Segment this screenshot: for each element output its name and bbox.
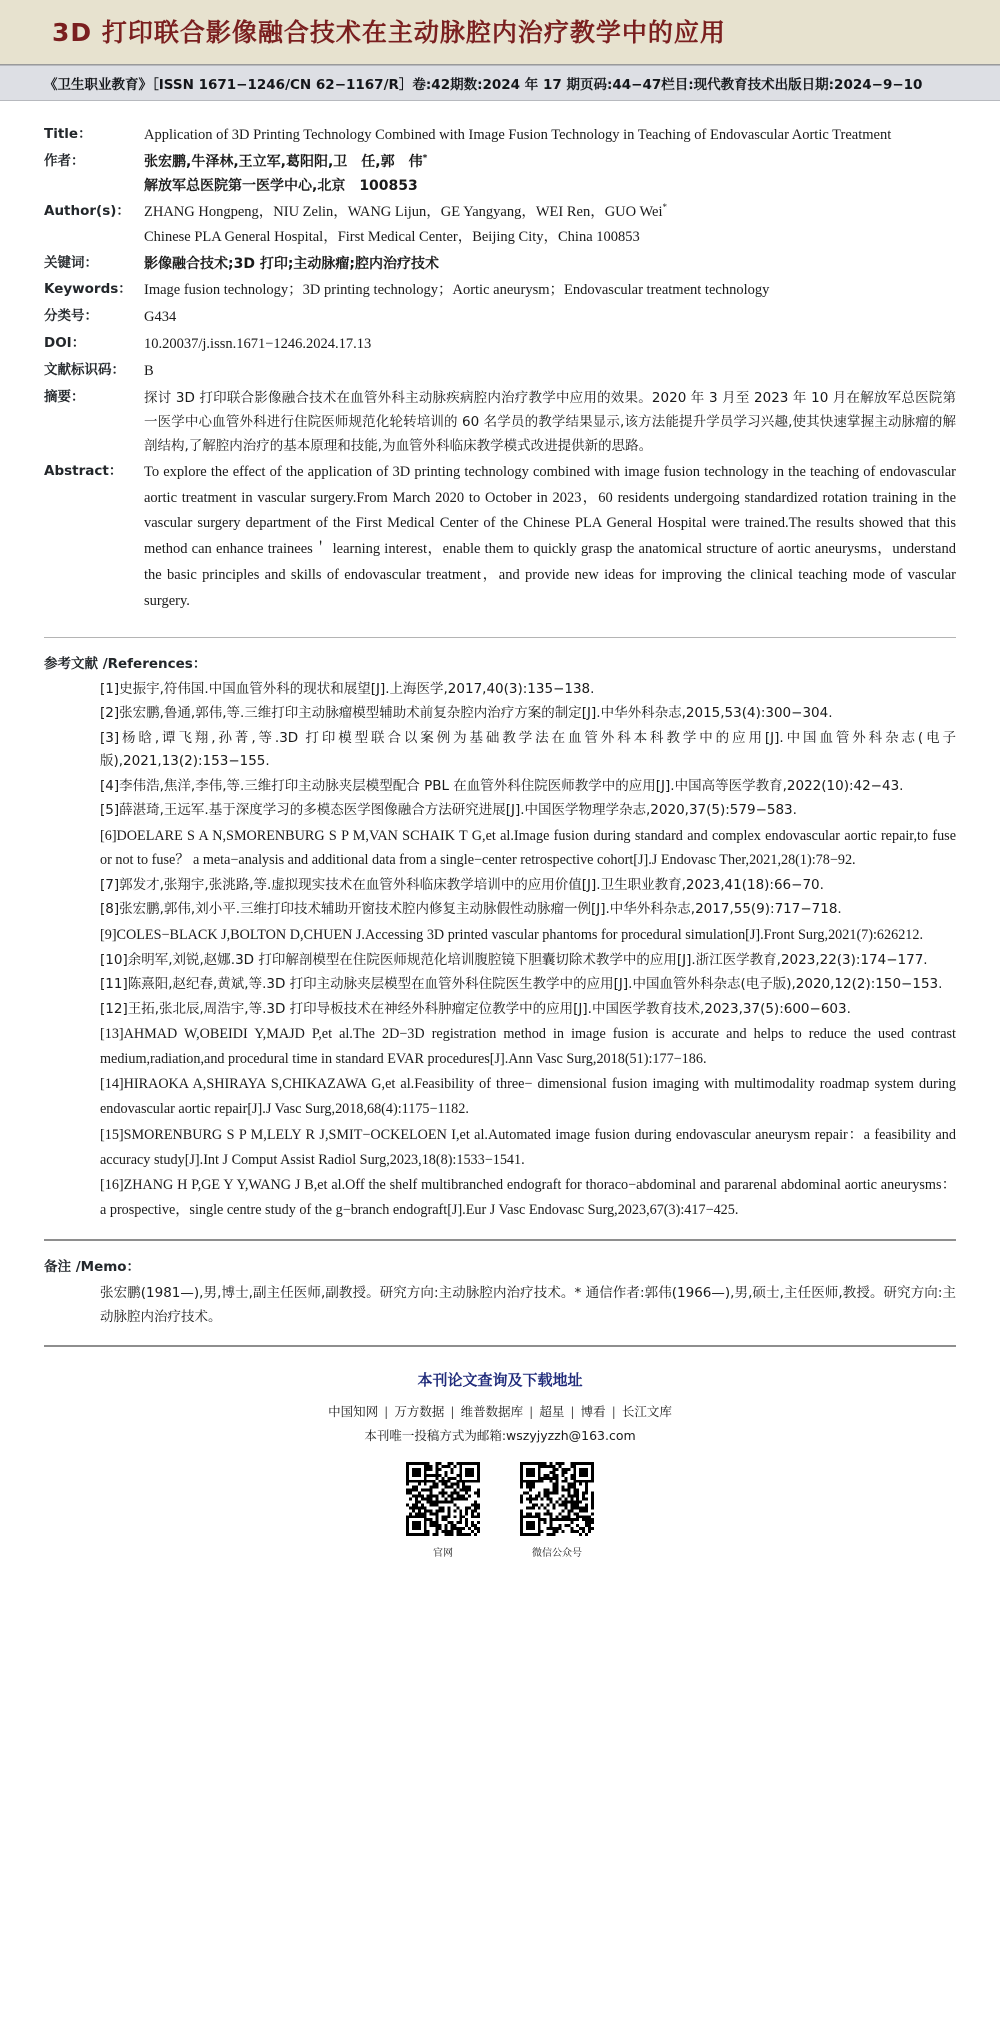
classification-label: 分类号： — [44, 307, 98, 324]
reference-item: [3]杨晗,谭飞翔,孙菁,等.3D 打印模型联合以案例为基础教学法在血管外科本科教学中的应用[J].中国血管外科杂志(电子版),2021,13(2):153−155. — [100, 729, 956, 770]
reference-item: [16]ZHANG H P,GE Y Y,WANG J B,et al.Off the shelf multibranched endograft for thoraco−abdominal and pararenal abdominal aortic aneurysms：a prospective，single centre study of the g−branch endograft[J].Eur J Vasc Endovasc Surg,2023,67(3):417−425. — [100, 1177, 956, 1218]
keywords-en-value: Image fusion technology；3D printing technology；Aortic aneurysm；Endovascular treatment technology — [144, 282, 770, 299]
abstract-cn-value: 探讨 3D 打印联合影像融合技术在血管外科主动脉疾病腔内治疗教学中应用的效果。2020 年 3 月至 2023 年 10 月在解放军总医院第一医学中心血管外科进行住院医师规范化轮转培训的 60 名学员的教学结果显示,该方法能提升学员学习兴趣,使其快速掌握主动脉瘤的解剖结构,了解腔内治疗的基本原理和技能,为血管外科临床教学模式改进提供新的思路。 — [144, 389, 956, 454]
footer-submission-line: 本刊唯一投稿方式为邮箱:wszyjyzzh@163.com — [364, 1428, 636, 1444]
footer-separator: | — [450, 1404, 455, 1420]
footer-title: 本刊论文查询及下载地址 — [417, 1371, 583, 1390]
reference-item: [14]HIRAOKA A,SHIRAYA S,CHIKAZAWA G,et al.Feasibility of three− dimensional fusion imaging with multimodality roadmap system during endovascular aortic repair[J].J Vasc Surg,2018,68(4):1175−1182. — [100, 1076, 956, 1118]
journal-issue: 期数:2024 年 17 期 — [450, 77, 580, 93]
doi-label: DOI： — [44, 334, 86, 351]
meta-row-authors-cn — [44, 150, 956, 198]
doi-value[interactable]: 10.20037/j.issn.1671−1246.2024.17.13 — [144, 335, 372, 352]
footer-database-link[interactable]: 超星 — [539, 1404, 565, 1420]
footer-database-link[interactable]: 中国知网 — [328, 1404, 379, 1420]
footer-database-link[interactable]: 长江文库 — [621, 1404, 672, 1420]
reference-item: [6]DOELARE S A N,SMORENBURG S P M,VAN SCHAIK T G,et al.Image fusion during standard and complex endovascular aortic repair,to fuse or not to fuse？ a meta−analysis and additional data from a single−center retrospective cohort[J].J Endovasc Ther,2021,28(1):78−92. — [100, 827, 956, 869]
authors-cn-value — [144, 150, 956, 198]
authors-cn-names: 张宏鹏,牛泽林,王立军,葛阳阳,卫 任,郭 伟 — [144, 153, 423, 170]
reference-item: [13]AHMAD W,OBEIDI Y,MAJD P,et al.The 2D−3D registration method in image fusion is accurate and helps to reduce the used contrast medium,radiation,and procedural time in standard EVAR procedures[J].Ann Vasc Surg,2018(51):177−186. — [100, 1026, 956, 1067]
references-section — [0, 638, 1000, 1223]
meta-row-title — [44, 123, 956, 148]
reference-item: [15]SMORENBURG S P M,LELY R J,SMIT−OCKELOEN I,et al.Automated image fusion during endovascular aneurysm repair：a feasibility and accuracy study[J].Int J Comput Assist Radiol Surg,2023,18(8):1533−1541. — [100, 1126, 956, 1168]
journal-publish-date: 出版日期:2024−9−10 — [774, 77, 923, 93]
corresponding-author-marker: * — [422, 153, 428, 164]
qr-code-block — [406, 1462, 480, 1559]
footer-database-link[interactable]: 博看 — [580, 1404, 606, 1420]
footer-database-link[interactable]: 万方数据 — [394, 1404, 445, 1420]
journal-issn: ［ISSN 1671−1246/CN 62−1167/R］ — [152, 77, 413, 93]
abstract-en-value: To explore the effect of the application of 3D printing technology combined with image fusion technology in the teaching of endovascular aortic treatment in vascular surgery.From March 2020 to October in 2023，60 residents undergoing standardized rotation training in the vascular surgery department of the First Medical Center of the Chinese PLA General Hospital were trained.The results showed that this method can enhance trainees＇ learning interest，enable them to quickly grasp the anatomical structure of aortic aneurysms，understand the basic principles and skills of endovascular treatment，and provide new ideas for improving the clinical teaching mode of vascular surgery. — [144, 463, 956, 609]
references-list — [44, 678, 956, 1223]
classification-value: G434 — [144, 308, 177, 325]
keywords-cn-value: 影像融合技术;3D 打印;主动脉瘤;腔内治疗技术 — [144, 255, 440, 272]
footer-separator: | — [529, 1404, 534, 1420]
page-title: 3D 打印联合影像融合技术在主动脉腔内治疗教学中的应用 — [52, 18, 726, 47]
affiliation-en: Chinese PLA General Hospital，First Medical Center，Beijing City，China 100853 — [144, 229, 640, 246]
meta-row-doc-code — [44, 359, 956, 384]
journal-volume: 卷:42 — [412, 77, 451, 93]
reference-item: [7]郭发才,张翔宇,张洮路,等.虚拟现实技术在血管外科临床教学培训中的应用价值[J].卫生职业教育,2023,41(18):66−70. — [100, 876, 824, 893]
doc-code-label: 文献标识码： — [44, 361, 125, 378]
qr-code-caption: 微信公众号 — [532, 1547, 582, 1559]
authors-en-label: Author(s)： — [44, 203, 130, 220]
qr-code-caption: 官网 — [433, 1547, 453, 1559]
keywords-en-label: Keywords： — [44, 281, 132, 298]
footer-separator: | — [570, 1404, 575, 1420]
journal-info-bar — [0, 65, 1000, 101]
reference-item: [8]张宏鹏,郭伟,刘小平.三维打印技术辅助开窗技术腔内修复主动脉假性动脉瘤一例[J].中华外科杂志,2017,55(9):717−718. — [100, 901, 842, 918]
reference-item: [2]张宏鹏,鲁通,郭伟,等.三维打印主动脉瘤模型辅助术前复杂腔内治疗方案的制定[J].中华外科杂志,2015,53(4):300−304. — [100, 705, 833, 722]
title-banner — [0, 0, 1000, 65]
meta-row-abstract-cn — [44, 386, 956, 458]
corresponding-author-marker-en: * — [662, 202, 667, 213]
meta-row-abstract-en — [44, 460, 956, 615]
footer-database-list — [44, 1400, 956, 1424]
authors-en-names: ZHANG Hongpeng，NIU Zelin，WANG Lijun，GE Yangyang，WEI Ren，GUO Wei — [144, 204, 663, 221]
reference-item: [1]史振宇,符伟国.中国血管外科的现状和展望[J].上海医学,2017,40(3):135−138. — [100, 680, 595, 697]
reference-item: [12]王拓,张北辰,周浩宇,等.3D 打印导板技术在神经外科肿瘤定位教学中的应用[J].中国医学教育技术,2023,37(5):600−603. — [100, 1000, 851, 1017]
footer — [0, 1347, 1000, 1569]
reference-item: [11]陈熹阳,赵纪春,黄斌,等.3D 打印主动脉夹层模型在血管外科住院医生教学中的应用[J].中国血管外科杂志(电子版),2020,12(2):150−153. — [100, 976, 943, 993]
journal-column: 栏目:现代教育技术 — [661, 77, 775, 93]
meta-row-doi — [44, 332, 956, 357]
affiliation-cn: 解放军总医院第一医学中心,北京 100853 — [144, 178, 418, 195]
memo-heading: 备注 /Memo： — [44, 1258, 141, 1275]
reference-item: [10]余明军,刘锐,赵娜.3D 打印解剖模型在住院医师规范化培训腹腔镜下胆囊切除术教学中的应用[J].浙江医学教育,2023,22(3):174−177. — [100, 951, 928, 968]
qr-code-block — [520, 1462, 594, 1559]
abstract-en-label: Abstract： — [44, 462, 123, 479]
reference-item: [4]李伟浩,焦洋,李伟,等.三维打印主动脉夹层模型配合 PBL 在血管外科住院医师教学中的应用[J].中国高等医学教育,2022(10):42−43. — [100, 777, 904, 794]
footer-database-link[interactable]: 维普数据库 — [460, 1404, 524, 1420]
authors-en-value — [144, 200, 956, 250]
journal-pages: 页码:44−47 — [579, 77, 662, 93]
authors-cn-label: 作者： — [44, 152, 85, 169]
footer-separator: | — [384, 1404, 389, 1420]
memo-section — [0, 1241, 1000, 1330]
journal-name: 《卫生职业教育》 — [44, 77, 152, 93]
qr-code-row — [44, 1462, 956, 1559]
qr-code-image — [406, 1462, 480, 1536]
title-label: Title： — [44, 126, 92, 142]
meta-row-classification — [44, 305, 956, 330]
reference-item: [9]COLES−BLACK J,BOLTON D,CHUEN J.Accessing 3D printed vascular phantoms for procedural simulation[J].Front Surg,2021(7):626212. — [100, 926, 924, 943]
footer-separator: | — [611, 1404, 616, 1420]
reference-item: [5]薛湛琦,王远军.基于深度学习的多模态医学图像融合方法研究进展[J].中国医学物理学杂志,2020,37(5):579−583. — [100, 802, 797, 819]
meta-row-keywords-en — [44, 278, 956, 303]
references-heading: 参考文献 /References： — [44, 655, 207, 672]
metadata-block — [0, 101, 1000, 621]
meta-row-keywords-cn — [44, 252, 956, 276]
qr-code-image — [520, 1462, 594, 1536]
memo-text: 张宏鹏(1981—),男,博士,副主任医师,副教授。研究方向:主动脉腔内治疗技术。* 通信作者:郭伟(1966—),男,硕士,主任医师,教授。研究方向:主动脉腔内治疗技术。 — [100, 1284, 956, 1325]
meta-row-authors-en — [44, 200, 956, 250]
title-value: Application of 3D Printing Technology Combined with Image Fusion Technology in Teaching of Endovascular Aortic Treatment — [144, 127, 892, 143]
abstract-cn-label: 摘要： — [44, 388, 85, 405]
keywords-cn-label: 关键词： — [44, 254, 98, 271]
doc-code-value: B — [144, 362, 154, 379]
